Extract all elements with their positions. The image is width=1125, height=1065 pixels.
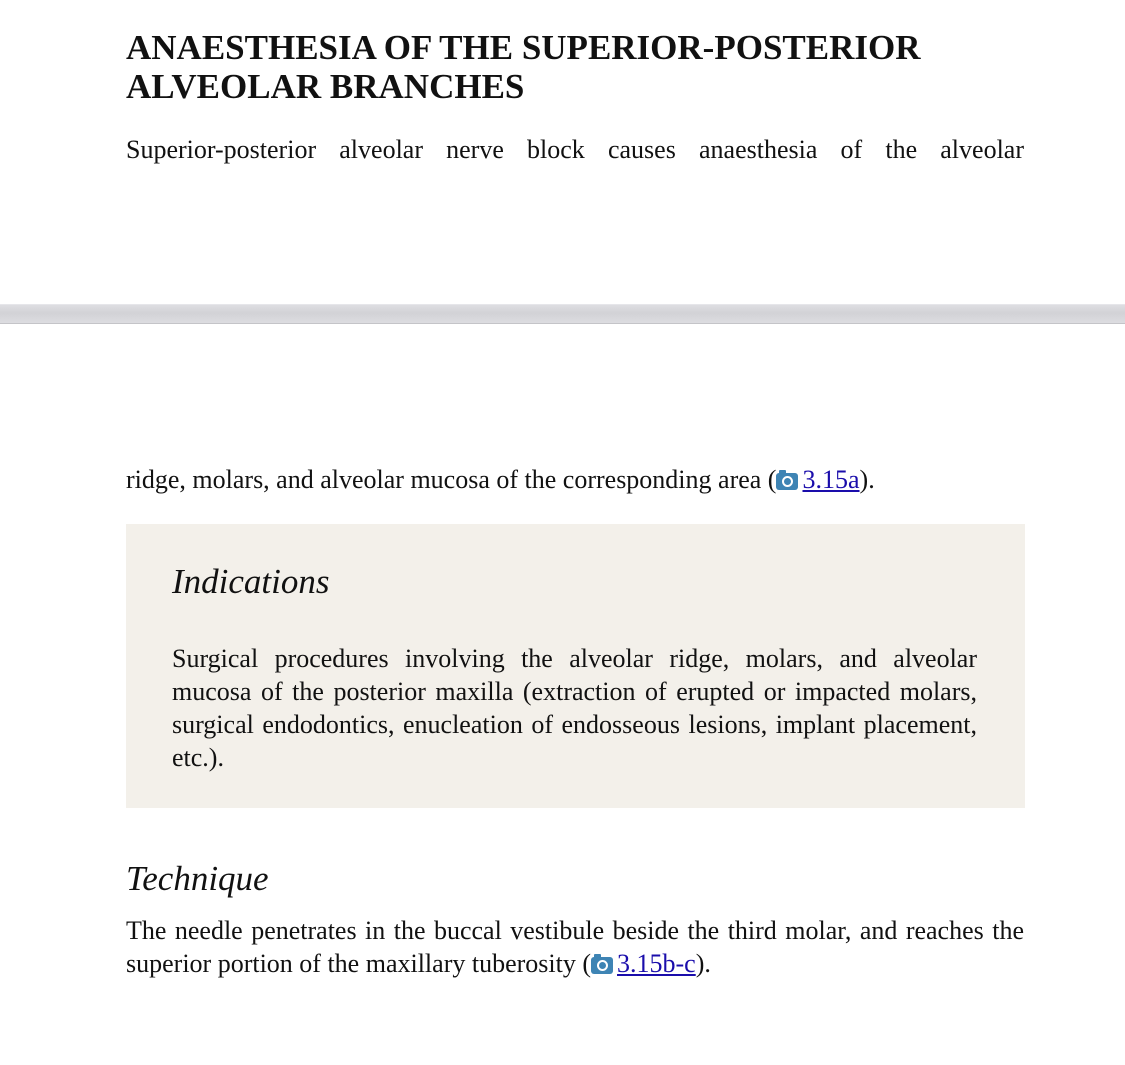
technique-title: Technique xyxy=(126,859,269,898)
heading-line-1: ANAESTHESIA OF THE SUPERIOR-POSTERIOR xyxy=(126,28,921,67)
intro-closing: ). xyxy=(859,465,875,494)
indications-text: Surgical procedures involving the alveolar ridge, molars, and alveolar mucosa of the posterior maxilla (extraction of erupted or impacted molars, surgical endodontics, enucleation of endosseous lesions, implant placement, etc.). xyxy=(172,644,977,772)
page-divider xyxy=(0,304,1125,324)
camera-icon xyxy=(591,957,613,974)
technique-closing: ). xyxy=(695,949,711,978)
intro-continued-text: ridge, molars, and alveolar mucosa of the corresponding area ( xyxy=(126,465,777,494)
technique-text: The needle penetrates in the buccal vestibule beside the third molar, and reaches the superior portion of the maxillary tuberosity ( xyxy=(126,916,1024,978)
figure-link-3-15b-c[interactable] xyxy=(591,949,696,978)
figure-link-3-15a[interactable] xyxy=(776,465,859,494)
figure-link-label: 3.15a xyxy=(802,465,860,494)
intro-paragraph-start: Superior-posterior alveolar nerve block causes anaesthesia of the alveolar xyxy=(126,135,1024,164)
figure-link-label: 3.15b-c xyxy=(617,949,696,978)
technique-paragraph xyxy=(126,914,1024,980)
heading-line-2: ALVEOLAR BRANCHES xyxy=(126,67,525,106)
camera-icon xyxy=(776,473,798,490)
intro-paragraph-continued xyxy=(126,463,1024,497)
section-heading xyxy=(126,28,1026,106)
indications-box xyxy=(126,524,1025,808)
page-top xyxy=(0,0,1125,304)
indications-title: Indications xyxy=(172,562,330,601)
